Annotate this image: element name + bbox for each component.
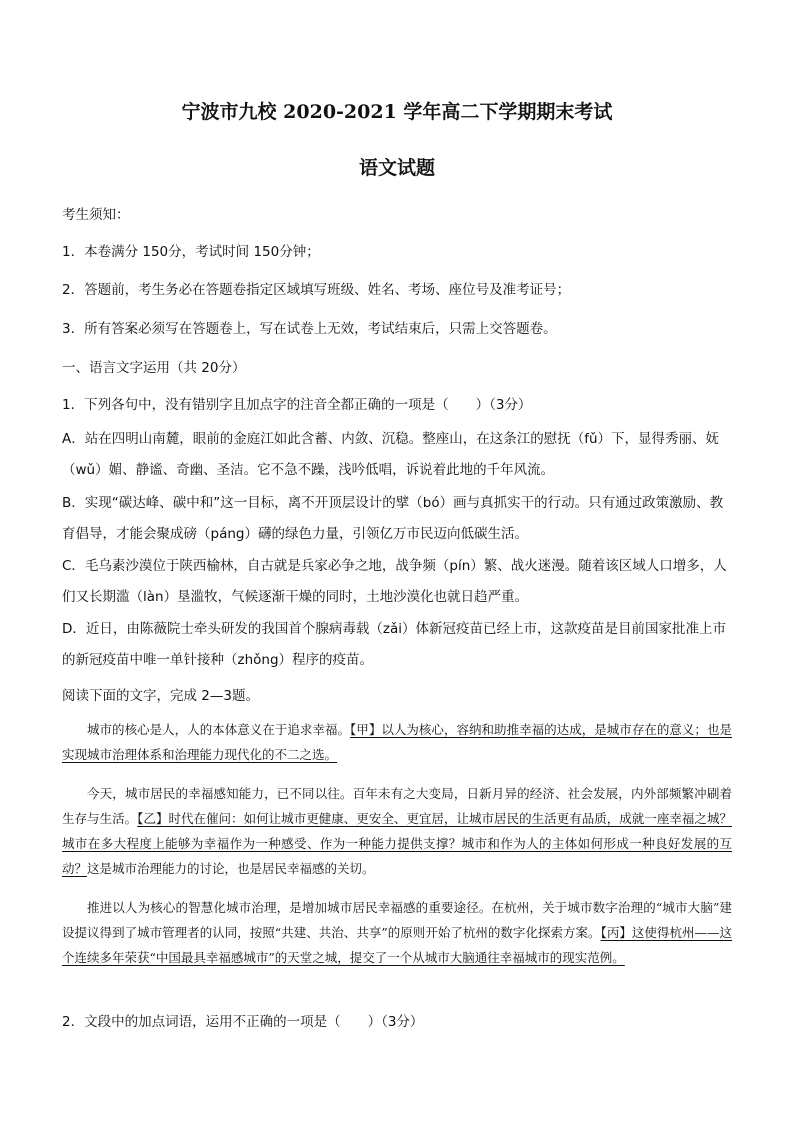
question-stem: 1．下列各句中，没有错别字且加点字的注音全都正确的一项是（ ）（3分） xyxy=(62,397,532,413)
reading-intro: 阅读下面的文字，完成 2—3题。 xyxy=(62,688,259,704)
passage-text: 今天，城市居民的幸福感知能力，已不同以往。百年未有之大变局，日新月异的经济、社会发展，内外部频繁冲刷着生存与生活。 xyxy=(62,786,732,826)
notice-item: 3．所有答案必须写在答题卷上，写在试卷上无效，考试结束后，只需上交答题卷。 xyxy=(62,321,557,337)
underlined-sentence-bing: 【丙】这使得杭州——这个连续多年荣获“中国最具幸福感城市”的天堂之城，提交了一个从城市大脑通往幸福城市的现实范例。 xyxy=(62,925,732,965)
passage-text: 推进以人为核心的智慧化城市治理，是增加城市居民幸福感的重要途径。在杭州，关于城市数字治理的“城市大脑”建设提议得到了城市管理者的认同，按照“共建、共治、共享”的原则开始了杭州的数字化探索方案。 xyxy=(62,900,732,940)
option-c: C．毛乌素沙漠位于陕西榆林，自古就是兵家必争之地，战争频（pín）繁、战火迷漫。随着该区域人口增多，人们又长期滥（làn）垦滥牧，气候逐渐干燥的同时，土地沙漠化也就日趋严重。 xyxy=(62,558,727,605)
notice-item: 2．答题前，考生务必在答题卷指定区域填写班级、姓名、考场、座位号及准考证号； xyxy=(62,282,571,298)
passage-paragraph-3 xyxy=(62,895,732,970)
notice-item: 1．本卷满分 150分，考试时间 150分钟； xyxy=(62,244,320,260)
question-stem: 2．文段中的加点词语，运用不正确的一项是（ ）（3分） xyxy=(62,1014,424,1030)
underlined-sentence-yi: 【乙】时代在催问：如何让城市更健康、更安全、更宜居，让城市居民的生活更有品质，成就一座幸福之城？城市在多大程度上能够为幸福作为一种感受、作为一种能力提供支撑？城市和作为人的主体如何形成一种良好发展的互动？ xyxy=(62,811,732,876)
option-d: D．近日，由陈薇院士牵头研发的我国首个腺病毒载（zǎi）体新冠疫苗已经上市，这款疫苗是目前国家批准上市的新冠疫苗中唯一单针接种（zhǒng）程序的疫苗。 xyxy=(62,621,727,668)
underlined-sentence-jia: 【甲】以人为核心，容纳和助推幸福的达成，是城市存在的意义；也是实现城市治理体系和治理能力现代化的不二之选。 xyxy=(62,722,732,762)
passage-text: 这是城市治理能力的讨论，也是居民幸福感的关切。 xyxy=(87,861,375,876)
option-a: A．站在四明山南麓，眼前的金庭江如此含蓄、内敛、沉稳。整座山，在这条江的慰抚（fǔ）下，显得秀丽、妩（wǔ）媚、静谧、奇幽、圣洁。它不急不躁，浅吟低唱，诉说着此地的千年风流。 xyxy=(62,431,720,478)
section-heading: 一、语言文字运用（共 20分） xyxy=(62,360,246,376)
passage-paragraph-1 xyxy=(62,717,732,767)
exam-subtitle: 语文试题 xyxy=(358,157,435,179)
exam-title: 宁波市九校 2020-2021 学年高二下学期期末考试 xyxy=(181,101,613,123)
passage-paragraph-2 xyxy=(62,781,732,881)
option-b: B．实现“碳达峰、碳中和”这一目标，离不开顶层设计的擘（bó）画与真抓实干的行动。只有通过政策激励、教育倡导，才能会聚成磅（páng）礴的绿色力量，引领亿万市民迈向低碳生活。 xyxy=(62,495,724,542)
notice-heading: 考生须知： xyxy=(62,207,130,223)
passage-text: 城市的核心是人，人的本体意义在于追求幸福。 xyxy=(87,722,351,737)
